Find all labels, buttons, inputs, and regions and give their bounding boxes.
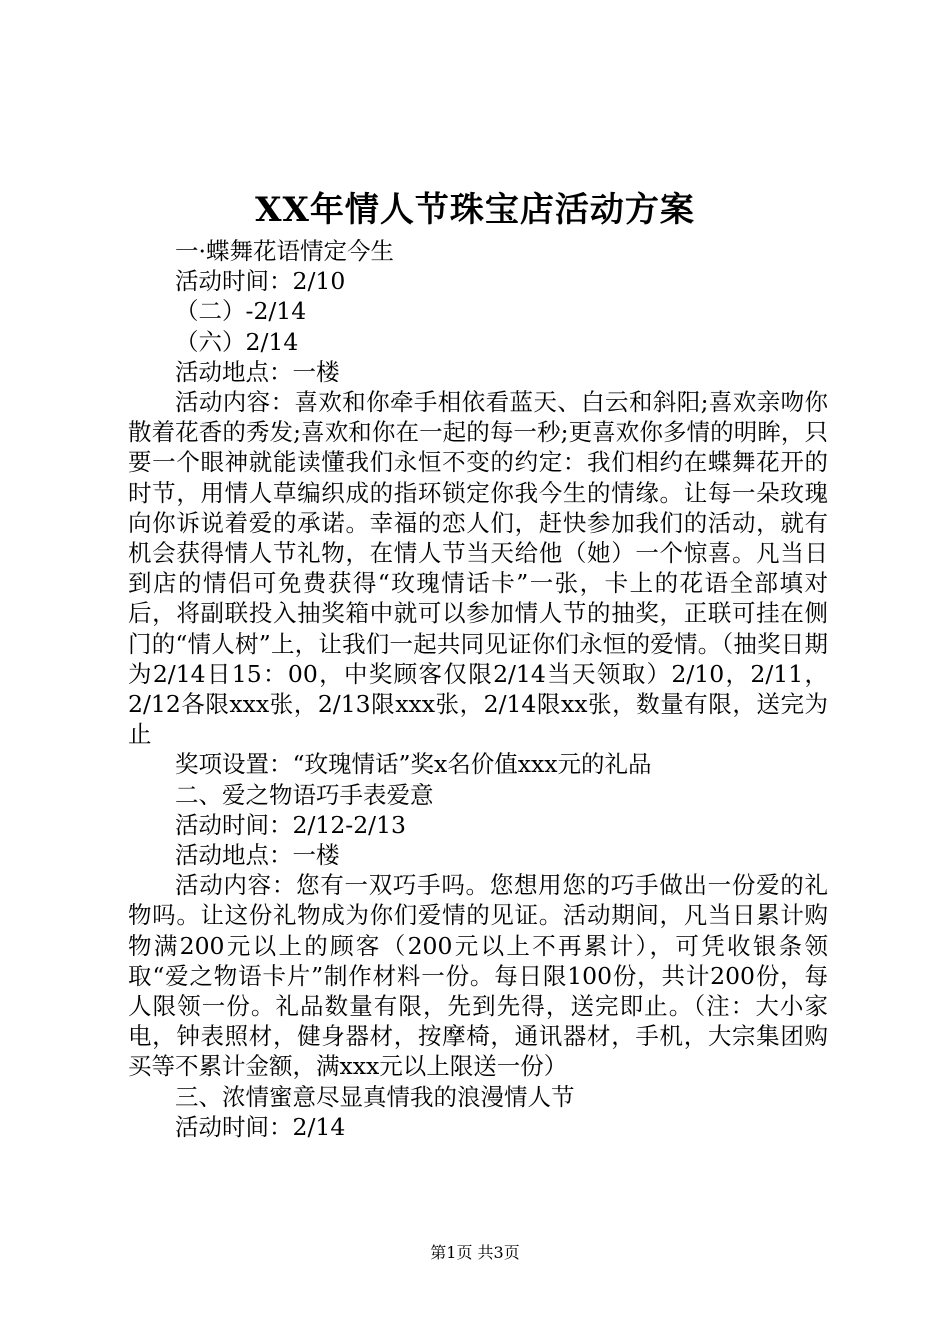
date-line-1: （二）-2/14 [175,297,307,326]
prize-setting: 奖项设置：“玫瑰情话”奖x名价值xxx元的礼品 [175,750,652,779]
activity-time-1: 活动时间：2/10 [175,267,346,296]
section-heading-2: 二、爱之物语巧手表爱意 [175,780,434,809]
activity-time-3: 活动时间：2/14 [175,1112,346,1141]
section-heading-3: 三、浓情蜜意尽显真情我的浪漫情人节 [175,1082,575,1111]
activity-content-2: 活动内容：您有一双巧手吗。您想用您的巧手做出一份爱的礼物吗。让这份礼物成为你们爱情的见证。活动期间，凡当日累计购物满200元以上的顾客（200元以上不再累计），可凭收银条领取“爱之物语卡片”制作材料一份。每日限100份，共计200份，每人限领一份。礼品数量有限，先到先得，送完即止。（注：大小家电，钟表照材，健身器材，按摩椅，通讯器材，手机，大宗集团购买等不累计金额，满xxx元以上限送一份） [128,871,828,1081]
page-footer: 第1页 共3页 [430,1243,520,1262]
activity-location-2: 活动地点：一楼 [175,841,340,870]
document-title: XX年情人节珠宝店活动方案 [255,190,695,230]
date-line-2: （六）2/14 [175,327,299,356]
activity-time-2: 活动时间：2/12-2/13 [175,810,406,839]
document-body [128,236,828,1142]
section-heading-1: 一·蝶舞花语情定今生 [175,237,394,265]
activity-content-1: 活动内容：喜欢和你牵手相依看蓝天、白云和斜阳;喜欢亲吻你散着花香的秀发;喜欢和你在一起的每一秒;更喜欢你多情的明眸，只要一个眼神就能读懂我们永恒不变的约定：我们相约在蝶舞花开的时节，用情人草编织成的指环锁定你我今生的情缘。让每一朵玫瑰向你诉说着爱的承诺。幸福的恋人们，赶快参加我们的活动，就有机会获得情人节礼物，在情人节当天给他（她）一个惊喜。凡当日到店的情侣可免费获得“玫瑰情话卡”一张，卡上的花语全部填对后，将副联投入抽奖箱中就可以参加情人节的抽奖，正联可挂在侧门的“情人树”上，让我们一起共同见证你们永恒的爱情。（抽奖日期为2/14日15：00，中奖顾客仅限2/14当天领取）2/10，2/11，2/12各限xxx张，2/13限xxx张，2/14限xx张，数量有限，送完为止 [128,388,828,749]
activity-location-1: 活动地点：一楼 [175,357,340,386]
